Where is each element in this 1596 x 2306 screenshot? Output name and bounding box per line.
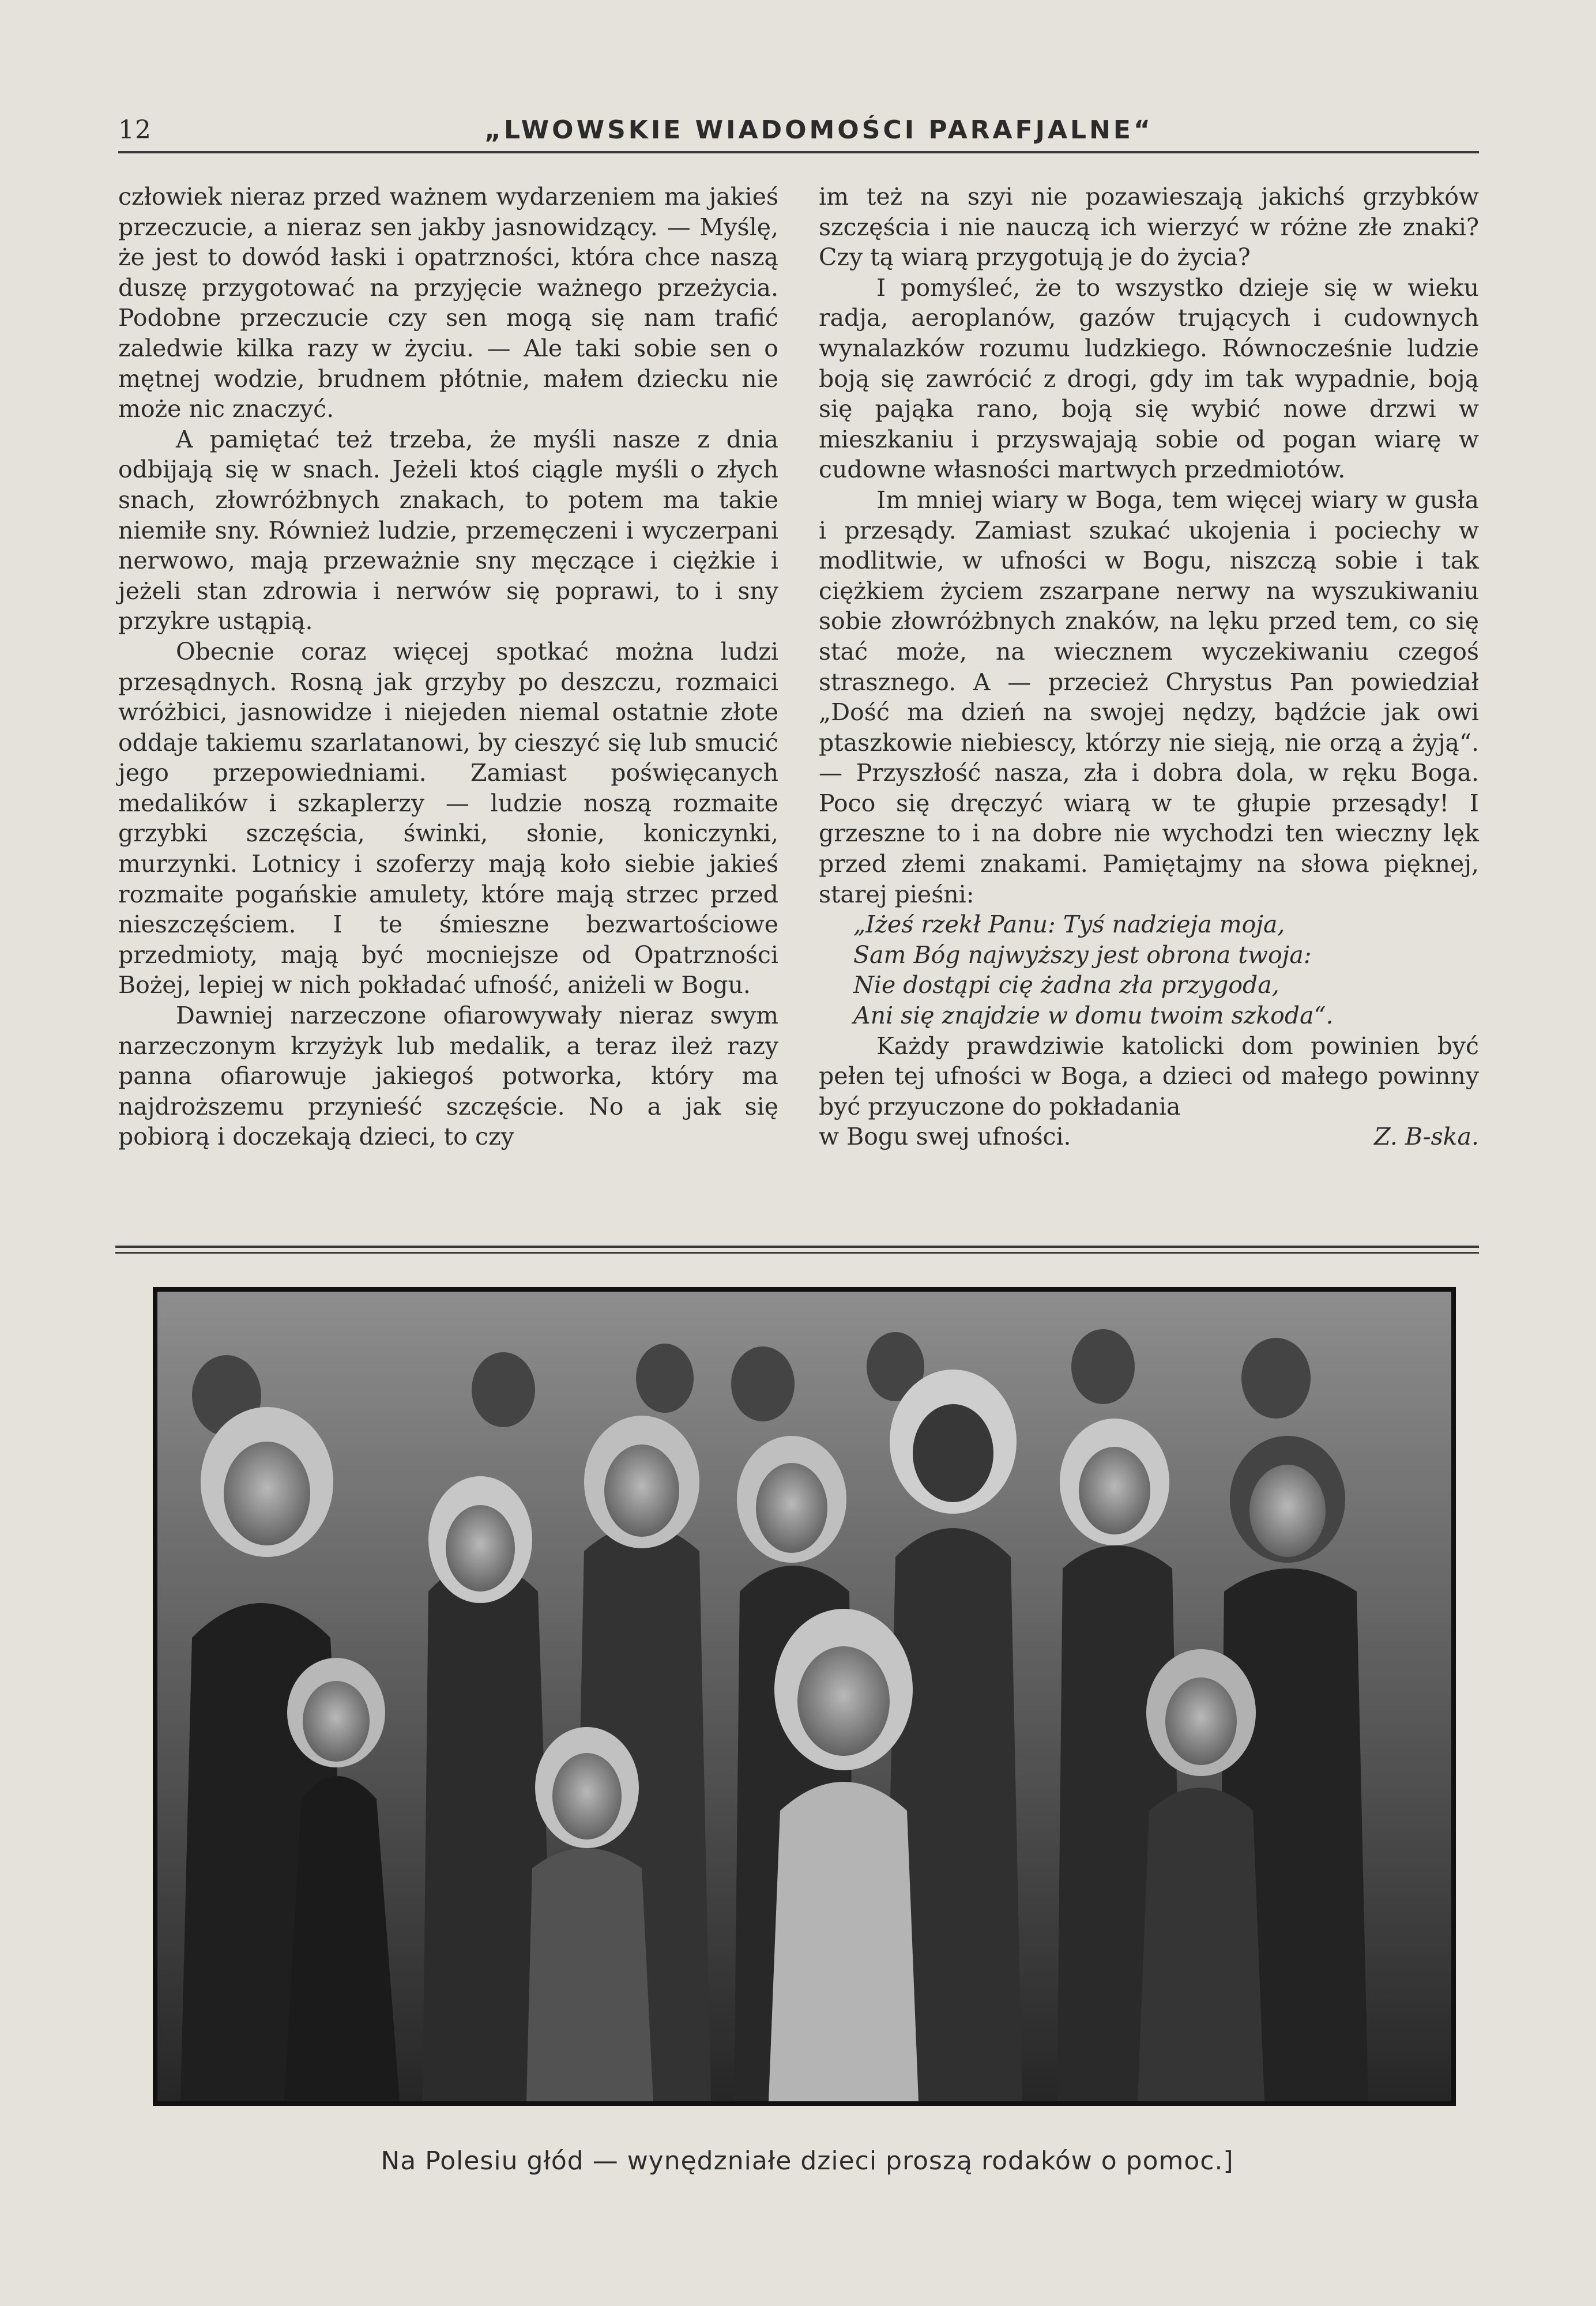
closing-line: w Bogu swej ufności. [819, 1123, 1071, 1151]
left-column [118, 182, 778, 1152]
signature-row [819, 1122, 1479, 1152]
poem-line: Sam Bóg najwyższy jest obrona twoja: [853, 941, 1312, 969]
poem-line: „Iżeś rzekł Panu: Tyś nadzieja moja, [853, 911, 1285, 939]
paragraph: Obecnie coraz więcej spotkać można ludzi przesądnych. Rosną jak grzyby po deszczu, rozmaici wróżbici, jasnowidze i niejeden niemal ostatnie złote oddaje takiemu szarlatanowi, by cieszyć się lub smucić jego przepowiedniami. Zamiast poświęcanych medalików i szkaplerzy — ludzie noszą rozmaite grzybki szczęścia, świnki, słonie, koniczynki, murzynki. Lotnicy i szoferzy mają koło siebie jakieś rozmaite pogańskie amulety, które mają strzec przed nieszczęściem. I te śmieszne bezwartościowe przedmioty, mają być mocniejsze od Opatrzności Bożej, lepiej w nich pokładać ufność, aniżeli w Bogu. [118, 637, 778, 999]
children-photo-illustration [157, 1292, 1451, 2101]
paragraph: I pomyśleć, że to wszystko dzieje się w wieku radja, aeroplanów, gazów trujących i cudownych wynalazków rozumu ludzkiego. Równocześnie ludzie boją się zawrócić z drogi, gdy im tak wypadnie, boją się pająka rano, boją się wybić nowe drzwi w mieszkaniu i przyswajają sobie od pogan wiarę w cudowne własności martwych przedmiotów. [819, 273, 1479, 484]
closing-paragraph: Każdy prawdziwie katolicki dom powinien być pełen tej ufności w Boga, a dzieci od małego powinny być przyuczone do pokładania [819, 1032, 1479, 1120]
author-signature: Z. B-ska. [1374, 1123, 1479, 1151]
paragraph: im też na szyi nie pozawieszają jakichś grzybków szczęścia i nie nauczą ich wierzyć w różne złe znaki? Czy tą wiarą przygotują je do życia? [819, 183, 1479, 272]
photo-caption: Na Polesiu głód — wynędzniałe dzieci proszą rodaków o pomoc.] [381, 2146, 1234, 2176]
paragraph: człowiek nieraz przed ważnem wydarzeniem ma jakieś przeczucie, a nieraz sen jakby jasnowidzący. — Myślę, że jest to dowód łaski i opatrzności, która chce naszą duszę przygotować na przyjęcie ważnego przeżycia. Podobne przeczucie czy sen mogą się nam trafić zaledwie kilka razy w życiu. — Ale taki sobie sen o mętnej wodzie, brudnem płótnie, małem dziecku nie może nic znaczyć. [118, 183, 778, 423]
paragraph: Im mniej wiary w Boga, tem więcej wiary w gusła i przesądy. Zamiast szukać ukojenia i pociechy w modlitwie, w ufności w Bogu, niszczą sobie i tak ciężkiem życiem zszarpane nerwy na wyszukiwaniu sobie złowróżbnych znaków, na lęku przed tem, co się stać może, na wiecznem wyczekiwaniu czegoś strasznego. A — przecież Chrystus Pan powiedział „Dość ma dzień na swojej nędzy, bądźcie jak owi ptaszkowie niebiescy, którzy nie sieją, nie orzą a żyją“. — Przyszłość nasza, zła i dobra dola, w ręku Boga. Poco się dręczyć wiarą w te głupie przesądy! I grzeszne to i na dobre nie wychodzi ten wieczny lęk przed złemi znakami. Pamiętajmy na słowa pięknej, starej pieśni: [819, 486, 1479, 908]
paragraph: A pamiętać też trzeba, że myśli nasze z dnia odbijają się w snach. Jeżeli ktoś ciągle myśli o złych snach, złowróżbnych znakach, to potem ma takie niemiłe sny. Również ludzie, przemęczeni i wyczerpani nerwowo, mają przeważnie sny męczące i ciężkie i jeżeli stan zdrowia i nerwów się poprawi, to i sny przykre ustąpią. [118, 425, 778, 635]
poem-line: Ani się znajdzie w domu twoim szkoda“. [853, 1002, 1334, 1030]
hymn-quote [819, 909, 1479, 1030]
page-number: 12 [118, 115, 152, 145]
right-column [819, 182, 1479, 1152]
photograph [153, 1287, 1456, 2106]
section-divider [115, 1246, 1479, 1254]
paragraph: Dawniej narzeczone ofiarowywały nieraz swym narzeczonym krzyżyk lub medalik, a teraz ileż razy panna ofiarowuje jakiegoś potworka, który ma najdroższemu przynieść szczęście. No a jak się pobiorą i doczekają dzieci, to czy [118, 1002, 778, 1151]
poem-line: Nie dostąpi cię żadna zła przygoda, [853, 971, 1279, 999]
header-divider [118, 151, 1479, 153]
publication-title: „LWOWSKIE WIADOMOŚCI PARAFJALNE“ [484, 115, 1153, 145]
